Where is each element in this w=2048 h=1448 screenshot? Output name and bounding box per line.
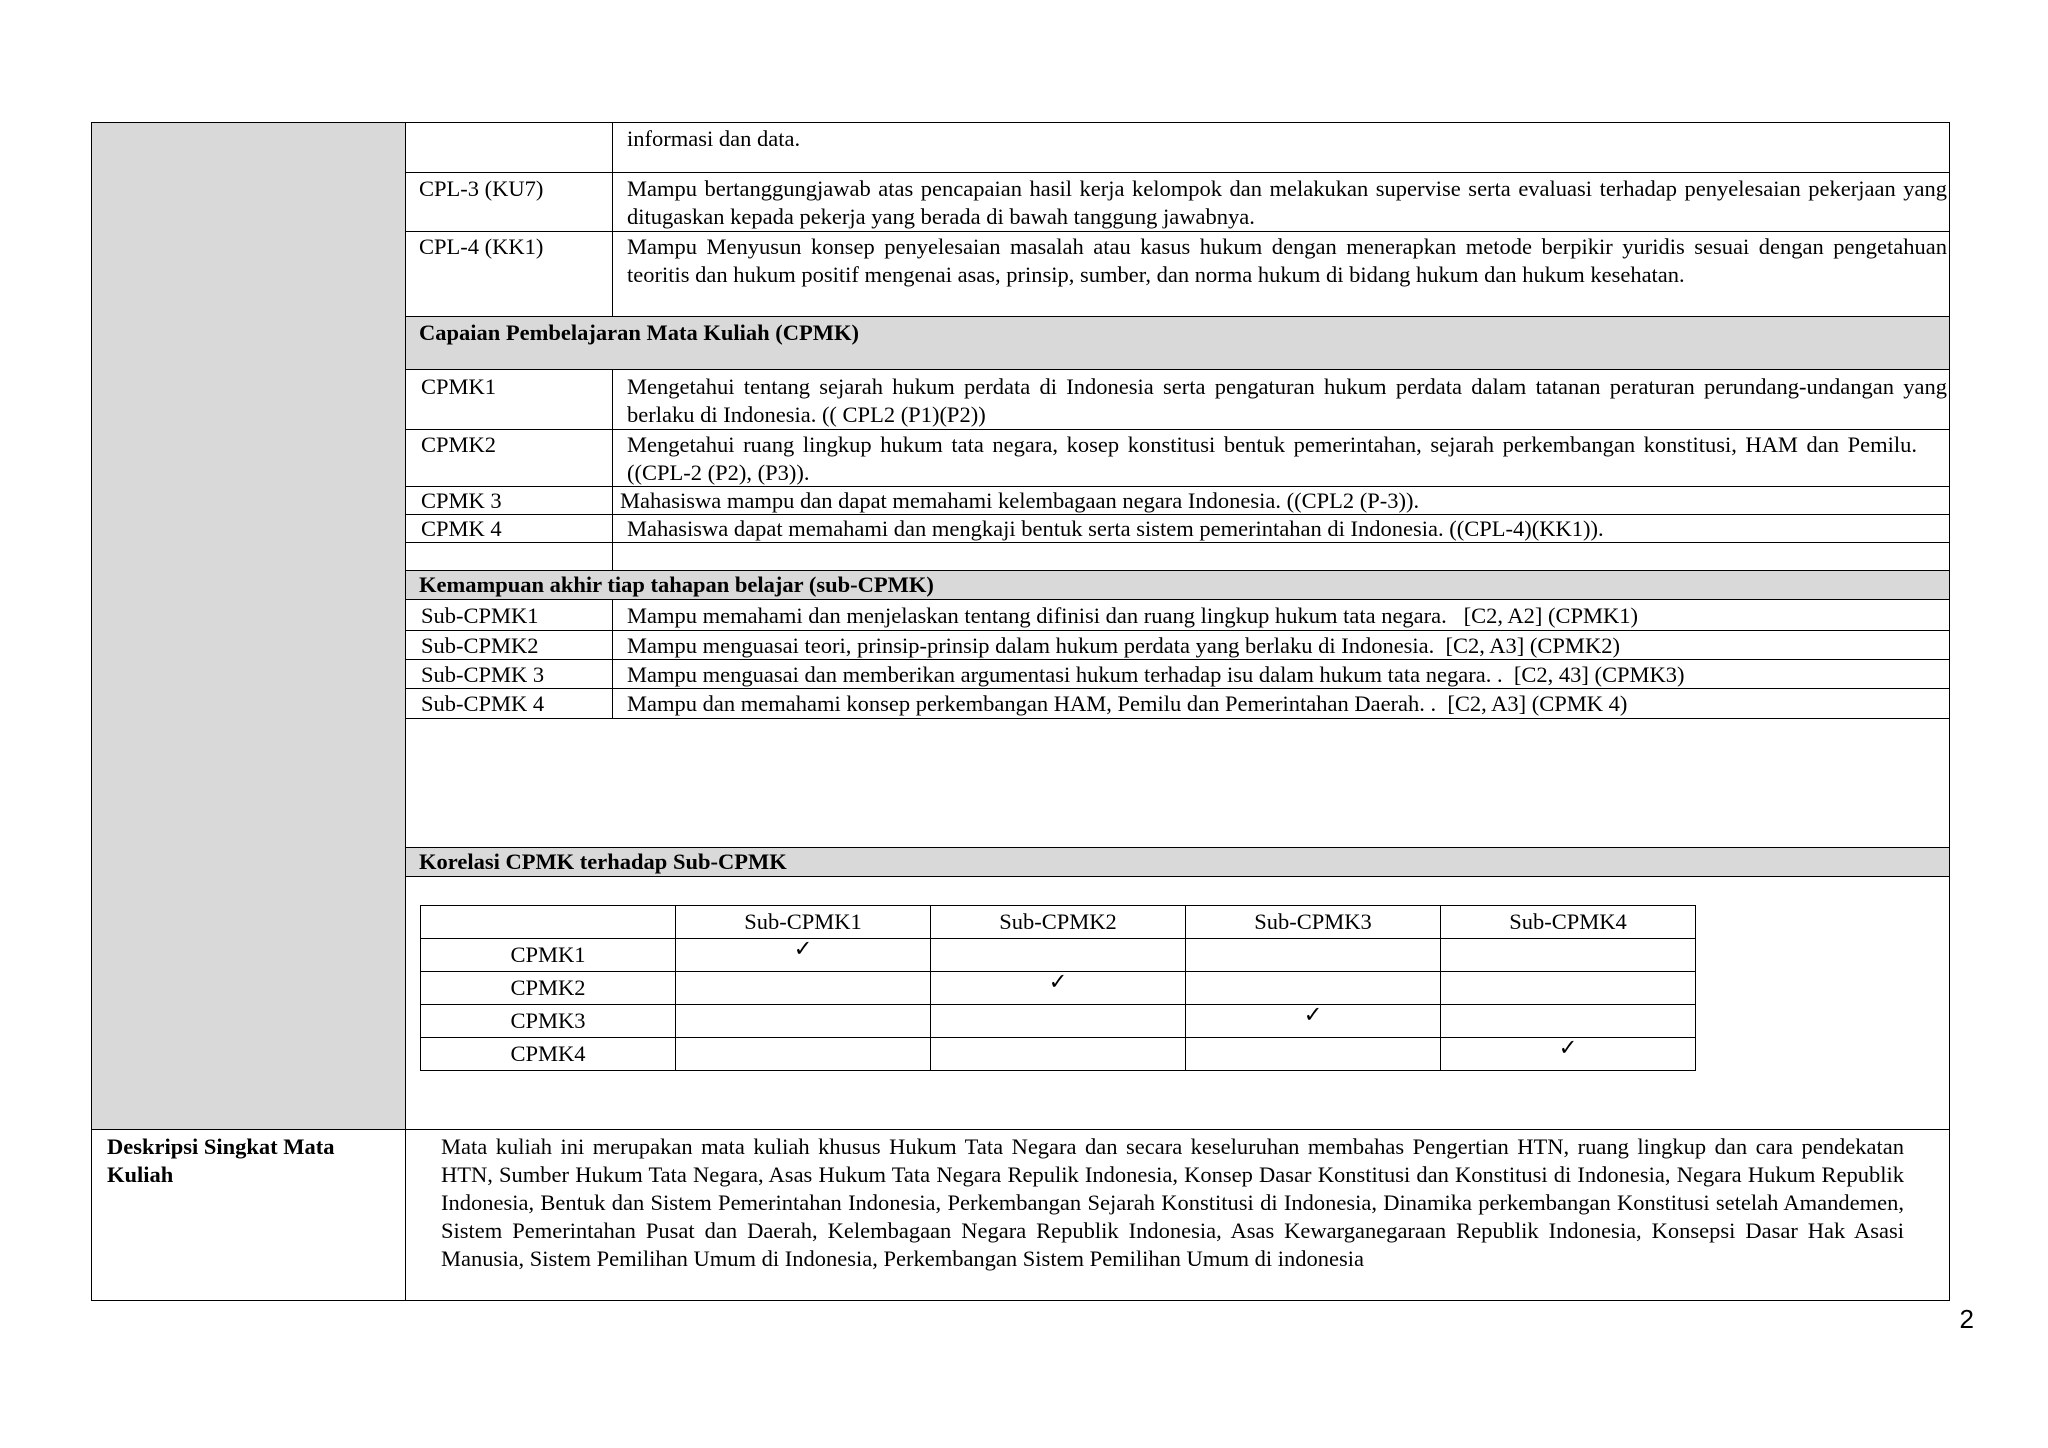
korelasi-row-label: CPMK4	[421, 1038, 676, 1071]
cpl-code: CPL-4 (KK1)	[419, 234, 544, 259]
cpmk-code-divider	[612, 370, 613, 570]
sub-cpmk-code: Sub-CPMK2	[421, 633, 539, 658]
sub-cpmk-code: Sub-CPMK 4	[421, 691, 545, 716]
checkmark-icon: ✓	[676, 939, 931, 972]
left-label-column	[91, 122, 405, 1129]
cpl-row-line-1	[405, 172, 1950, 173]
korelasi-row-label: CPMK3	[421, 1005, 676, 1038]
frame-top	[91, 122, 1950, 123]
frame-left	[91, 122, 92, 1300]
sub-cpmk-text: Mampu menguasai dan memberikan argumentasi hukum terhadap isu dalam hukum tata negara. . [C2, 43] (CPMK3)	[627, 662, 1685, 687]
sub-cpmk-text: Mampu memahami dan menjelaskan tentang difinisi dan ruang lingkup hukum tata negara. [C2, A2] (CPMK1)	[627, 603, 1639, 628]
checkmark-icon: ✓	[1441, 1038, 1696, 1071]
cpl-code: CPL-3 (KU7)	[419, 176, 544, 201]
korelasi-cell	[931, 1005, 1186, 1038]
korelasi-row	[421, 972, 1696, 1005]
checkmark-icon: ✓	[931, 972, 1186, 1005]
korelasi-cell	[1441, 972, 1696, 1005]
cpmk-heading: Capaian Pembelajaran Mata Kuliah (CPMK)	[419, 320, 859, 345]
korelasi-cell	[1441, 939, 1696, 972]
korelasi-column-header: Sub-CPMK4	[1441, 906, 1696, 939]
korelasi-column-header: Sub-CPMK1	[676, 906, 931, 939]
korelasi-row	[421, 939, 1696, 972]
cpmk-code: CPMK 3	[421, 488, 502, 513]
deskripsi-label: Deskripsi Singkat Mata Kuliah	[107, 1134, 335, 1187]
cpmk-row-line	[405, 429, 1950, 430]
korelasi-row-label: CPMK1	[421, 939, 676, 972]
sub-cpmk-code: Sub-CPMK1	[421, 603, 539, 628]
cpmk-text: Mengetahui tentang sejarah hukum perdata di Indonesia serta pengaturan hukum perdata dalam tatanan peraturan perundang-undangan yang berlaku di Indonesia. (( CPL2 (P1)(P2))	[627, 374, 1947, 427]
korelasi-heading: Korelasi CPMK terhadap Sub-CPMK	[419, 849, 787, 874]
korelasi-row	[421, 1005, 1696, 1038]
korelasi-cell	[676, 972, 931, 1005]
korelasi-cell	[1186, 939, 1441, 972]
deskripsi-separator	[91, 1129, 1950, 1130]
korelasi-column-header: Sub-CPMK3	[1186, 906, 1441, 939]
sub-cpmk-row-line	[405, 630, 1950, 631]
sub-cpmk-row-line	[405, 718, 1950, 719]
cpmk-text: Mahasiswa dapat memahami dan mengkaji bentuk serta sistem pemerintahan di Indonesia. ((CPL-4)(KK1)).	[627, 516, 1604, 541]
korelasi-cell	[1186, 972, 1441, 1005]
cpl-row-line-2	[405, 231, 1950, 232]
korelasi-cell	[676, 1005, 931, 1038]
checkmark-icon: ✓	[1186, 1005, 1441, 1038]
korelasi-cell	[1441, 1005, 1696, 1038]
cpmk-code: CPMK 4	[421, 516, 502, 541]
sub-cpmk-heading: Kemampuan akhir tiap tahapan belajar (sub-CPMK)	[419, 572, 934, 597]
korelasi-table	[420, 905, 1696, 1071]
korelasi-cell	[931, 1038, 1186, 1071]
sub-cpmk-text: Mampu menguasai teori, prinsip-prinsip dalam hukum perdata yang berlaku di Indonesia. [C2, A3] (CPMK2)	[627, 633, 1620, 658]
cpl-text: Mampu bertanggungjawab atas pencapaian hasil kerja kelompok dan melakukan supervise serta evaluasi terhadap penyelesaian pekerjaan yang ditugaskan kepada pekerja yang berada di bawah tanggung jawabnya.	[627, 176, 1947, 229]
korelasi-row-label: CPMK2	[421, 972, 676, 1005]
korelasi-corner-cell	[421, 906, 676, 939]
cpl-text: Mampu Menyusun konsep penyelesaian masalah atau kasus hukum dengan menerapkan metode berpikir yuridis sesuai dengan pengetahuan teoritis dan hukum positif mengenai asas, prinsip, sumber, dan norma hukum di bidang hukum dan hukum kesehatan.	[627, 234, 1947, 287]
korelasi-row	[421, 1038, 1696, 1071]
deskripsi-text: Mata kuliah ini merupakan mata kuliah khusus Hukum Tata Negara dan secara keseluruhan membahas Pengertian HTN, ruang lingkup dan cara pendekatan HTN, Sumber Hukum Tata Negara, Asas Hukum Tata Negara Repulik Indonesia, Konsep Dasar Konstitusi dan Konstitusi di Indonesia, Negara Hukum Republik Indonesia, Bentuk dan Sistem Pemerintahan Indonesia, Perkembangan Sejarah Konstitusi di Indonesia, Dinamika perkembangan Konstitusi setelah Amandemen, Sistem Pemerintahan Pusat dan Daerah, Kelembagaan Negara Republik Indonesia, Asas Kewarganegaraan Republik Indonesia, Konsepsi Dasar Hak Asasi Manusia, Sistem Pemilihan Umum di Indonesia, Perkembangan Sistem Pemilihan Umum di indonesia	[441, 1134, 1904, 1271]
korelasi-cell	[676, 1038, 931, 1071]
cpmk-text: Mengetahui ruang lingkup hukum tata negara, kosep konstitusi bentuk pemerintahan, sejarah perkembangan konstitusi, HAM dan Pemilu. ((CPL-2 (P2), (P3)).	[627, 432, 1917, 485]
korelasi-column-header: Sub-CPMK2	[931, 906, 1186, 939]
frame-bottom	[91, 1300, 1950, 1301]
cpl-continuation-text: informasi dan data.	[627, 126, 801, 151]
cpl-code-divider	[612, 122, 613, 316]
cpmk-text: Mahasiswa mampu dan dapat memahami kelembagaan negara Indonesia. ((CPL2 (P-3)).	[620, 488, 1420, 513]
sub-cpmk-text: Mampu dan memahami konsep perkembangan HAM, Pemilu dan Pemerintahan Daerah. . [C2, A3] (CPMK 4)	[627, 691, 1628, 716]
korelasi-cell	[931, 939, 1186, 972]
page-number: 2	[1959, 1304, 1974, 1334]
korelasi-header-row	[421, 906, 1696, 939]
cpmk-code: CPMK2	[421, 432, 497, 457]
cpmk-code: CPMK1	[421, 374, 497, 399]
frame-mid	[405, 122, 406, 1300]
frame-right	[1949, 122, 1950, 1300]
korelasi-cell	[1186, 1038, 1441, 1071]
sub-cpmk-code: Sub-CPMK 3	[421, 662, 545, 687]
